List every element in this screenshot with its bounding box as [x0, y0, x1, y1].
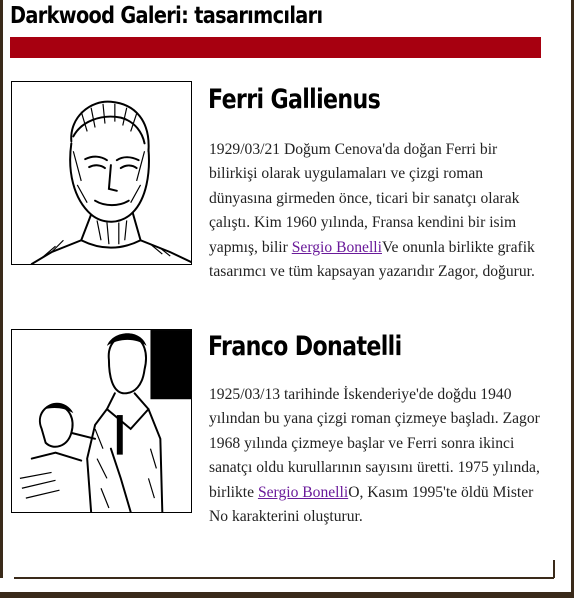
- bio-text-before: 1925/03/13 tarihinde İskenderiye'de doğdu 1940 yılından bu yana çizgi roman çizmeye başladı. Zagor 1968 yılında çizmeye başlar ve Ferri sonra ikinci sanatçı oldu kurullarının sayısını üretti. 1975 yılında, birlikte: [209, 386, 540, 501]
- frame-bottom-rule: [14, 577, 554, 579]
- portrait-sketch-man-icon: [12, 82, 191, 264]
- bio-text-after: O, Kasım 1995'te öldü Mister No karakterini oluşturur.: [209, 483, 534, 526]
- designer-bio-ferri: [209, 138, 545, 284]
- frame-bottom-bar: [0, 592, 574, 598]
- sergio-bonelli-link[interactable]: Sergio Bonelli: [291, 238, 382, 256]
- comic-panel-drawing-icon: [12, 330, 191, 512]
- frame-left-border: [0, 0, 3, 578]
- frame-bottom-hook: [553, 560, 555, 578]
- bio-text-before: 1929/03/21 Doğum Cenova'da doğan Ferri bir bilirkişi olarak uygulamaları ve çizgi roman dünyasına girmeden önce, ticari bir sanatçı olarak çalıştı. Kim 1960 yılında, Fransa kendini bir isim yapmış, bilir: [209, 141, 520, 256]
- designer-name-ferri: Ferri Gallienus: [208, 84, 381, 115]
- sergio-bonelli-link[interactable]: Sergio Bonelli: [257, 483, 349, 501]
- bio-text-after: Ve onunla birlikte grafik tasarımcı ve tüm kapsayan yazarıdır Zagor, doğurur.: [209, 238, 535, 281]
- page-title: Darkwood Galeri: tasarımcıları: [10, 3, 323, 29]
- title-underline-bar: [10, 37, 541, 58]
- designer-bio-franco: [209, 383, 545, 529]
- designer-name-franco: Franco Donatelli: [208, 331, 402, 362]
- designer-portrait-franco: [11, 329, 192, 513]
- designer-portrait-ferri: [11, 81, 192, 265]
